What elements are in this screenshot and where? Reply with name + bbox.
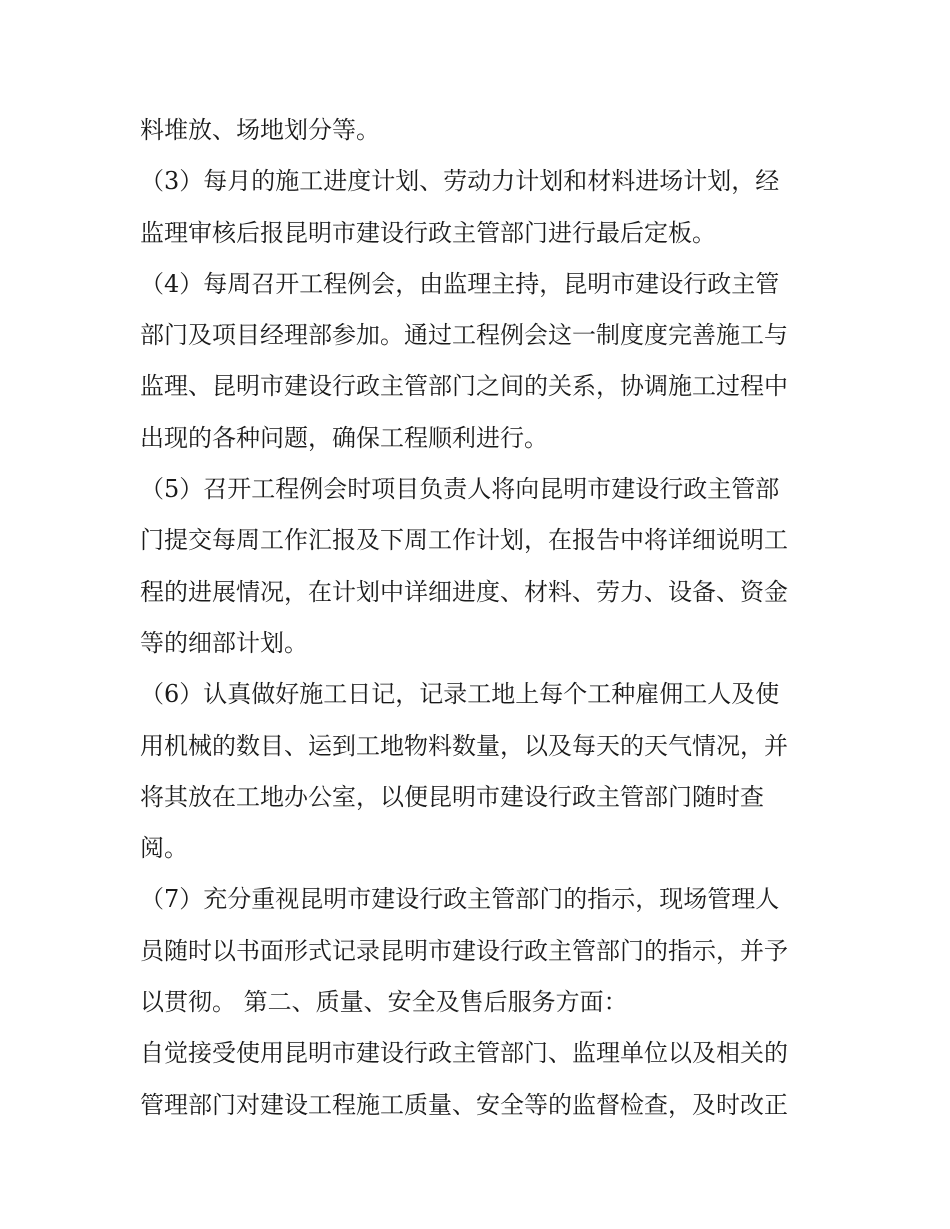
- text-line: （6）认真做好施工日记，记录工地上每个工种雇佣工人及使: [140, 680, 780, 709]
- text-line: 等的细部计划。: [140, 628, 308, 657]
- text-line: （7）充分重视昆明市建设行政主管部门的指示，现场管理人: [140, 885, 780, 914]
- text-line: 自觉接受使用昆明市建设行政主管部门、监理单位以及相关的: [140, 1039, 788, 1068]
- text-line: 部门及项目经理部参加。通过工程例会这一制度度完善施工与: [140, 321, 788, 350]
- text-line: 门提交每周工作汇报及下周工作计划，在报告中将详细说明工: [140, 526, 788, 555]
- text-line: 出现的各种问题，确保工程顺利进行。: [140, 423, 548, 452]
- text-line: （5）召开工程例会时项目负责人将向昆明市建设行政主管部: [140, 475, 780, 504]
- text-line: 监理审核后报昆明市建设行政主管部门进行最后定板。: [140, 218, 716, 247]
- text-line: 将其放在工地办公室，以便昆明市建设行政主管部门随时查: [140, 782, 764, 811]
- text-line: 阅。: [140, 834, 188, 863]
- body-text: [140, 105, 820, 1131]
- text-line: （3）每月的施工进度计划、劳动力计划和材料进场计划，经: [140, 167, 780, 196]
- text-line: 料堆放、场地划分等。: [140, 116, 380, 144]
- text-line: 管理部门对建设工程施工质量、安全等的监督检查，及时改正: [140, 1090, 788, 1119]
- text-line: （4）每周召开工程例会，由监理主持，昆明市建设行政主管: [140, 269, 780, 298]
- text-line: 以贯彻。 第二、质量、安全及售后服务方面：: [140, 988, 628, 1017]
- text-line: 员随时以书面形式记录昆明市建设行政主管部门的指示，并予: [140, 936, 788, 965]
- text-line: 用机械的数目、运到工地物料数量，以及每天的天气情况，并: [140, 731, 788, 760]
- text-line: 程的进展情况，在计划中详细进度、材料、劳力、设备、资金: [140, 577, 788, 606]
- text-line: 监理、昆明市建设行政主管部门之间的关系，协调施工过程中: [140, 372, 788, 401]
